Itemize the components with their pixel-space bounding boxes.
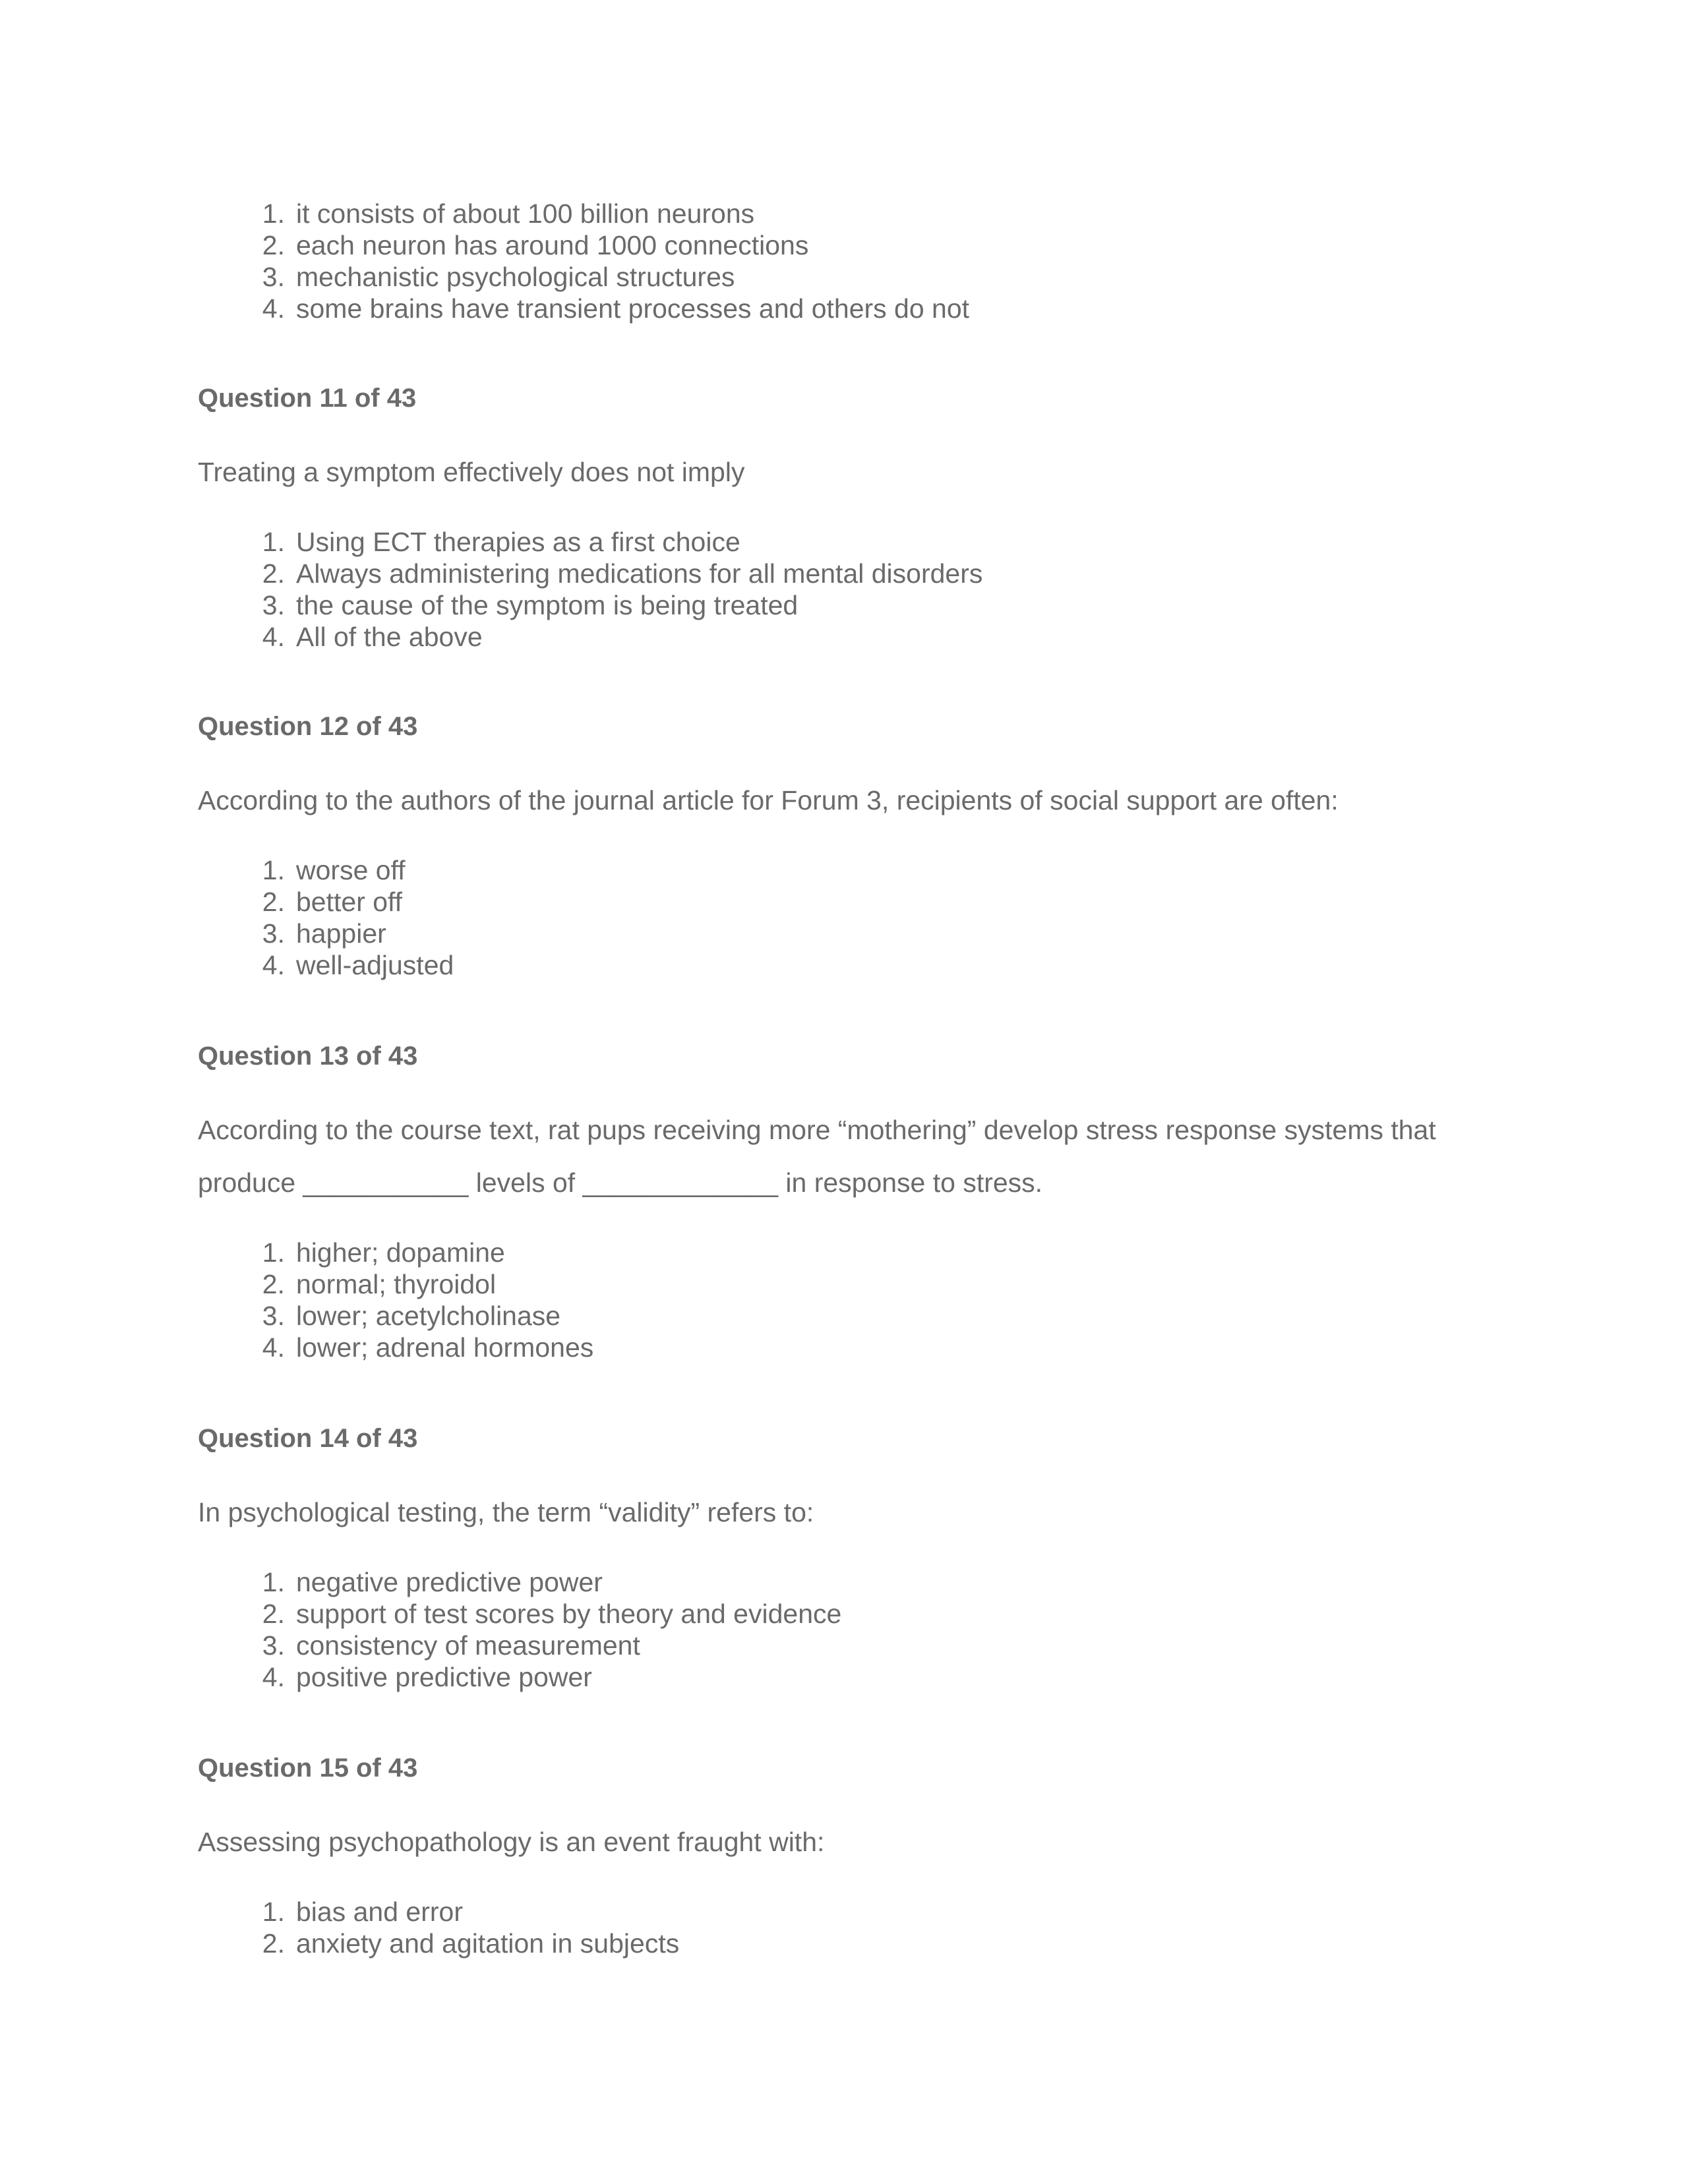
option-text: All of the above [296,622,483,652]
option-list [198,1566,1517,1693]
option-item [198,261,1517,293]
prev-question-options [198,198,1517,324]
option-list [198,1237,1517,1363]
option-number: 1. [262,198,285,229]
option-item [198,1300,1517,1332]
option-text: anxiety and agitation in subjects [296,1928,680,1959]
option-item [198,198,1517,229]
option-item [198,1566,1517,1598]
option-item [198,854,1517,886]
option-number: 4. [262,1332,285,1363]
option-list [198,1896,1517,1959]
question-options [198,1237,1517,1363]
option-number: 3. [262,590,285,620]
option-number: 2. [262,1928,285,1959]
option-item [198,589,1517,621]
question-prompt: According to the course text, rat pups receiving more “mothering” develop stress response systems that [198,1115,1436,1145]
option-text: the cause of the symptom is being treated [296,590,799,620]
option-item [198,949,1517,981]
option-text: negative predictive power [296,1567,603,1597]
question-options [198,526,1517,653]
option-item [198,558,1517,589]
option-item [198,1630,1517,1661]
question-title: Question 14 of 43 [198,1424,418,1453]
question-prompt: In psychological testing, the term “validity” refers to: [198,1497,814,1527]
option-text: it consists of about 100 billion neurons [296,198,755,229]
option-number: 3. [262,1301,285,1331]
question-options [198,1896,1517,1959]
option-number: 4. [262,293,285,324]
question-prompt: According to the authors of the journal article for Forum 3, recipients of social support are often: [198,785,1339,815]
option-text: happier [296,918,386,949]
option-text: Using ECT therapies as a first choice [296,527,740,557]
option-number: 1. [262,855,285,885]
option-text: lower; acetylcholinase [296,1301,561,1331]
option-item [198,1237,1517,1268]
option-text: well-adjusted [296,950,454,980]
option-text: support of test scores by theory and evidence [296,1599,842,1629]
option-number: 3. [262,918,285,949]
option-text: mechanistic psychological structures [296,262,735,292]
question-title: Question 12 of 43 [198,712,418,741]
option-text: consistency of measurement [296,1630,640,1661]
option-text: Always administering medications for all mental disorders [296,558,983,589]
option-text: lower; adrenal hormones [296,1332,594,1363]
option-item [198,293,1517,324]
option-number: 2. [262,1599,285,1629]
option-number: 2. [262,230,285,260]
question-options [198,854,1517,981]
option-text: worse off [296,855,406,885]
option-number: 4. [262,1662,285,1692]
option-list [198,198,1517,324]
option-number: 4. [262,950,285,980]
option-item [198,621,1517,653]
option-number: 1. [262,1567,285,1597]
option-item [198,1896,1517,1928]
option-text: normal; thyroidol [296,1269,497,1299]
option-text: positive predictive power [296,1662,592,1692]
question-prompt: Assessing psychopathology is an event fraught with: [198,1827,825,1857]
option-number: 2. [262,1269,285,1299]
option-number: 4. [262,622,285,652]
question-options [198,1566,1517,1693]
question-prompt: Treating a symptom effectively does not imply [198,457,745,487]
option-number: 3. [262,262,285,292]
option-number: 2. [262,558,285,589]
option-text: better off [296,887,403,917]
option-item [198,526,1517,558]
question-title: Question 15 of 43 [198,1754,418,1783]
option-text: each neuron has around 1000 connections [296,230,809,260]
option-number: 1. [262,527,285,557]
option-list [198,854,1517,981]
question-title: Question 11 of 43 [198,384,417,413]
option-text: higher; dopamine [296,1237,505,1268]
question-title: Question 13 of 43 [198,1042,418,1071]
option-item [198,1332,1517,1363]
option-text: some brains have transient processes and others do not [296,293,970,324]
option-item [198,886,1517,918]
option-number: 3. [262,1630,285,1661]
option-list [198,526,1517,653]
option-item [198,229,1517,261]
option-text: bias and error [296,1897,463,1927]
question-prompt-line2: produce ___________ levels of _____________ in response to stress. [198,1167,1043,1198]
option-number: 1. [262,1237,285,1268]
option-item [198,1598,1517,1630]
option-number: 2. [262,887,285,917]
option-item [198,1661,1517,1693]
option-number: 1. [262,1897,285,1927]
option-item [198,918,1517,949]
option-item [198,1268,1517,1300]
option-item [198,1928,1517,1959]
